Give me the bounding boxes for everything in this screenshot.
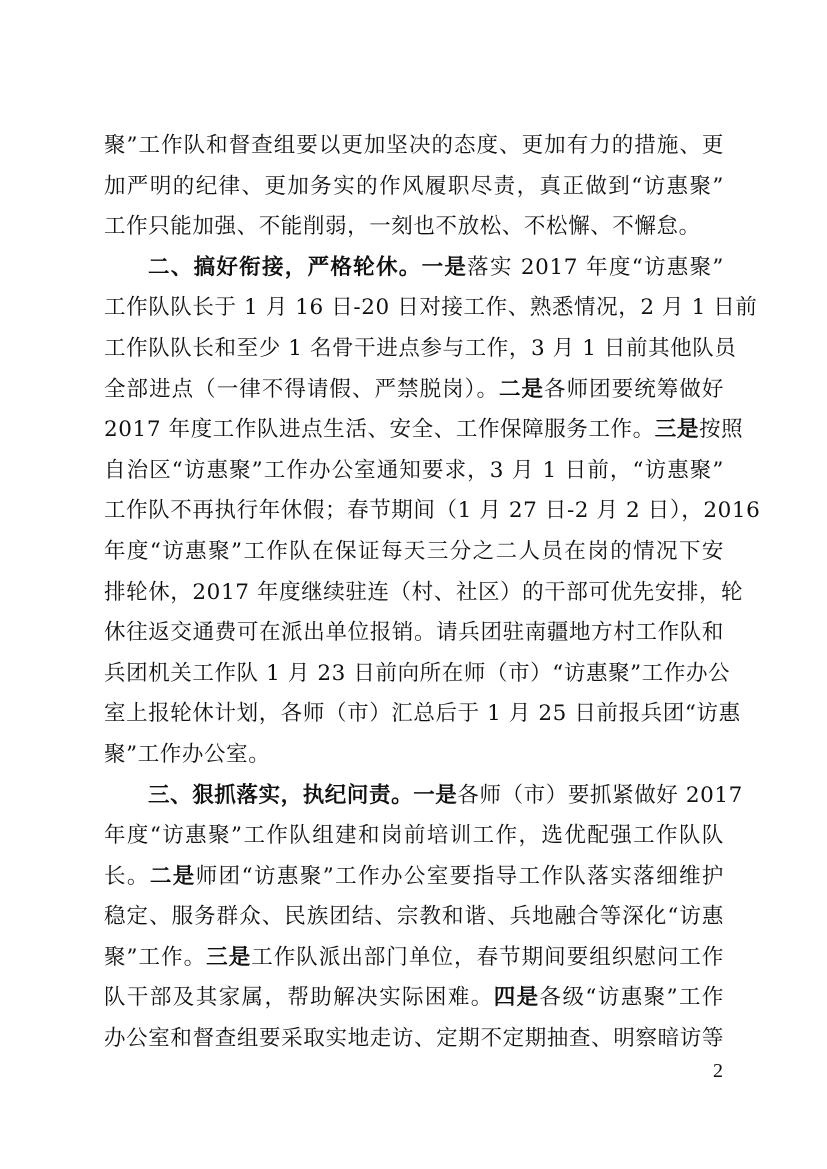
line-text: 聚”工作队和督查组要以更加坚决的态度、更加有力的措施、更	[104, 133, 724, 158]
text-line	[104, 410, 744, 451]
text-line	[104, 370, 724, 411]
line-text: 各级“访惠聚”工作	[539, 985, 725, 1011]
line-text: 加严明的纪律、更加务实的作风履职尽责，真正做到“访惠聚”	[104, 173, 724, 199]
line-text: 聚”工作办公室。	[104, 741, 271, 767]
line-text: 年度“访惠聚”工作队在保证每天三分之二人员在岗的情况下安	[104, 538, 724, 564]
line-text: 队干部及其家属，帮助解决实际困难。	[104, 985, 494, 1011]
line-text: 稳定、服务群众、民族团结、宗教和谐、兵地融合等深化“访惠	[104, 904, 724, 930]
line-text: 聚”工作。	[104, 944, 207, 970]
point-marker: 四是	[493, 985, 540, 1011]
line-text: 办公室和督查组要采取实地走访、定期不定期抽查、明察暗访等	[104, 1026, 724, 1052]
text-line	[104, 694, 741, 735]
text-line	[104, 573, 744, 614]
point-marker: 二是	[499, 376, 545, 402]
line-text: 按照	[698, 417, 744, 443]
line-text: 工作只能加强、不能削弱，一刻也不放松、不松懈、不懈怠。	[104, 214, 701, 240]
section-three-heading-line	[104, 776, 743, 817]
line-text: 工作队派出部门单位，春节期间要组织慰问工作	[251, 944, 724, 970]
text-line	[104, 126, 724, 167]
text-line	[104, 938, 724, 979]
text-line	[104, 207, 724, 248]
text-line	[104, 491, 761, 532]
line-text: 工作队队长和至少 1 名骨干进点参与工作，3 月 1 日前其他队员	[104, 335, 737, 361]
text-line	[104, 167, 724, 208]
line-text: 落实 2017 年度“访惠聚”	[467, 254, 724, 280]
text-line	[104, 451, 724, 492]
text-line	[104, 857, 724, 898]
line-text: 各师团要统筹做好	[544, 376, 724, 402]
line-text: 年度“访惠聚”工作队组建和岗前培训工作，选优配强工作队队	[104, 823, 724, 849]
text-line	[104, 532, 724, 573]
section-two-heading-line	[104, 248, 724, 289]
body-text	[104, 126, 761, 1060]
text-line	[104, 288, 758, 329]
line-text: 休往返交通费可在派出单位报销。请兵团驻南疆地方村工作队和	[104, 620, 724, 646]
text-line	[104, 978, 724, 1019]
point-marker: 三是	[206, 944, 252, 970]
text-line	[104, 654, 731, 695]
text-line	[104, 1019, 724, 1060]
section-heading: 二、搞好衔接，严格轮休。	[148, 254, 422, 280]
text-line	[104, 735, 724, 776]
point-marker: 一是	[413, 782, 458, 808]
line-text: 工作队队长于 1 月 16 日-20 日对接工作、熟悉情况，2 月 1 日前	[104, 295, 758, 321]
text-line	[104, 613, 724, 654]
line-text: 师团“访惠聚”工作办公室要指导工作队落实落细维护	[195, 863, 725, 889]
line-text: 2017 年度工作队进点生活、安全、工作保障服务工作。	[104, 417, 655, 443]
line-text: 室上报轮休计划，各师（市）汇总后于 1 月 25 日前报兵团“访惠	[104, 701, 741, 727]
point-marker: 三是	[654, 417, 699, 443]
line-text: 全部进点（一律不得请假、严禁脱岗）。	[104, 376, 499, 402]
line-text: 排轮休，2017 年度继续驻连（村、社区）的干部可优先安排，轮	[104, 579, 744, 605]
line-text: 各师（市）要抓紧做好 2017	[457, 782, 743, 808]
text-line	[104, 816, 724, 857]
point-marker: 一是	[421, 254, 468, 280]
line-text: 工作队不再执行年休假；春节期间（1 月 27 日-2 月 2 日），2016	[104, 498, 761, 524]
line-text: 兵团机关工作队 1 月 23 日前向所在师（市）“访惠聚”工作办公	[104, 660, 731, 686]
section-heading: 三、狠抓落实，执纪问责。	[148, 782, 414, 808]
text-line	[104, 329, 737, 370]
page-number: 2	[713, 1060, 723, 1082]
line-text: 自治区“访惠聚”工作办公室通知要求，3 月 1 日前，“访惠聚”	[104, 457, 724, 483]
line-text: 长。	[104, 863, 150, 889]
text-line	[104, 897, 724, 938]
point-marker: 二是	[149, 863, 196, 889]
